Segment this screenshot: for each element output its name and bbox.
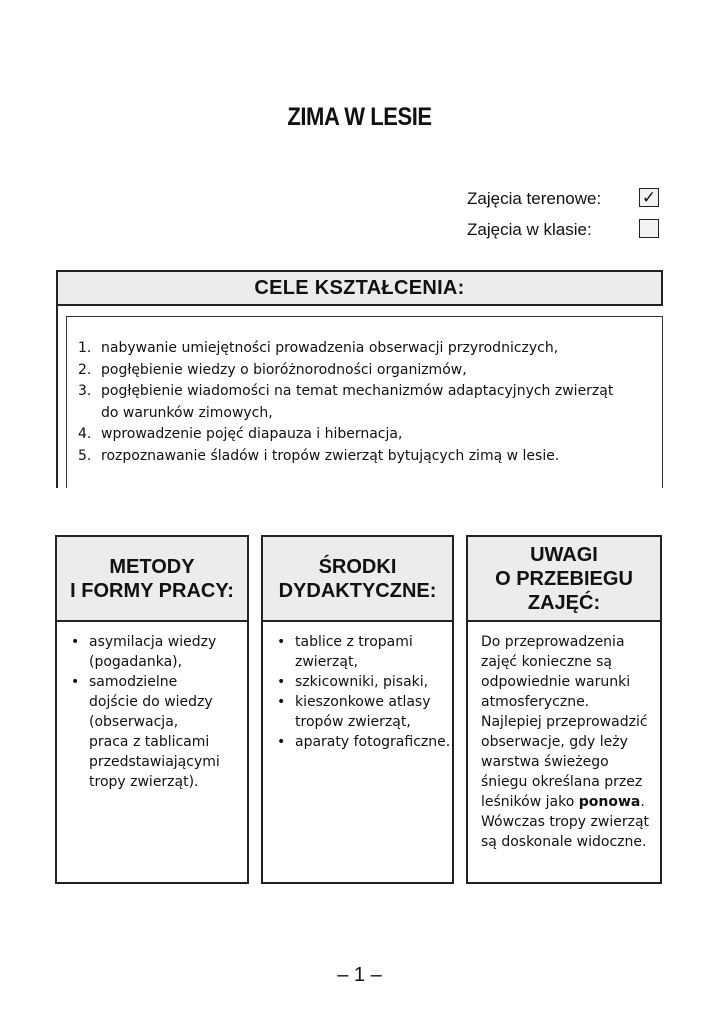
cele-item-number: 4.: [78, 426, 92, 442]
srodki-item: [270, 692, 452, 732]
bullet-icon: •: [277, 634, 286, 650]
bullet-icon: •: [71, 674, 80, 690]
cele-frame-left: [56, 306, 58, 488]
checkbox-label-klasie: Zajęcia w klasie:: [467, 220, 592, 239]
srodki-item: [270, 632, 452, 672]
srodki-box: [261, 622, 454, 884]
srodki-item-text: szkicowniki, pisaki,: [295, 674, 429, 690]
cele-item: [78, 338, 613, 360]
checkbox-label-terenowe: Zajęcia terenowe:: [467, 189, 602, 208]
checkbox-row-terenowe: [467, 187, 667, 211]
uwagi-text-bold: ponowa: [578, 794, 641, 810]
uwagi-heading: UWAGI O PRZEBIEGU ZAJĘĆ:: [466, 535, 662, 622]
cele-item-text: nabywanie umiejętności prowadzenia obserwacji przyrodniczych,: [101, 340, 559, 356]
metody-item: [64, 632, 244, 672]
bullet-icon: •: [277, 674, 286, 690]
bullet-icon: •: [277, 694, 286, 710]
cele-item: [78, 446, 613, 468]
cele-item-text: pogłębienie wiadomości na temat mechanizmów adaptacyjnych zwierząt do warunków zimowych,: [101, 383, 614, 421]
cele-item: [78, 360, 613, 382]
uwagi-text: [481, 632, 661, 852]
cele-item-text: wprowadzenie pojęć diapauza i hibernacja,: [101, 426, 403, 442]
checkbox-klasie[interactable]: [639, 219, 659, 238]
srodki-item: [270, 672, 452, 692]
cele-item: [78, 381, 613, 424]
uwagi-box: [466, 622, 662, 884]
cele-item-number: 5.: [78, 447, 92, 464]
cele-heading: CELE KSZTAŁCENIA:: [56, 270, 663, 306]
page-number: – 1 –: [337, 964, 382, 986]
metody-item-text: asymilacja wiedzy (pogadanka),: [89, 634, 217, 670]
cele-item-text: rozpoznawanie śladów i tropów zwierząt bytujących zimą w lesie.: [101, 447, 560, 464]
bullet-icon: •: [277, 734, 286, 750]
metody-list: [64, 632, 244, 792]
srodki-heading: ŚRODKI DYDAKTYCZNE:: [261, 535, 454, 622]
page-title: ZIMA W LESIE: [287, 103, 432, 131]
cele-item: [78, 424, 613, 446]
metody-item-text: samodzielne dojście do wiedzy (obserwacja, praca z tablicami przedstawiającymi tropy zwierząt).: [89, 674, 220, 790]
uwagi-text-after: . Wówczas tropy zwierząt są doskonale widoczne.: [481, 794, 650, 850]
cele-item-number: 2.: [78, 361, 92, 378]
cele-list: [78, 338, 613, 467]
uwagi-text-before: Do przeprowadzenia zajęć konieczne są odpowiednie warunki atmosferyczne. Najlepiej przeprowadzić obserwacje, gdy leży warstwa świeżego śniegu określana przez leśników jako: [481, 634, 648, 810]
metody-heading: METODY I FORMY PRACY:: [55, 535, 249, 622]
bullet-icon: •: [71, 634, 80, 650]
cele-item-number: 1.: [78, 340, 92, 356]
srodki-item-text: tablice z tropami zwierząt,: [295, 634, 413, 670]
metody-item: [64, 672, 244, 792]
checkbox-terenowe[interactable]: ✓: [639, 188, 659, 207]
srodki-list: [270, 632, 452, 752]
checkbox-row-klasie: [467, 218, 667, 242]
metody-box: [55, 622, 249, 884]
srodki-item-text: aparaty fotograficzne.: [295, 734, 451, 750]
srodki-item-text: kieszonkowe atlasy tropów zwierząt,: [295, 694, 431, 730]
cele-item-number: 3.: [78, 383, 92, 399]
cele-item-text: pogłębienie wiedzy o bioróżnorodności organizmów,: [101, 361, 467, 378]
srodki-item: [270, 732, 452, 752]
